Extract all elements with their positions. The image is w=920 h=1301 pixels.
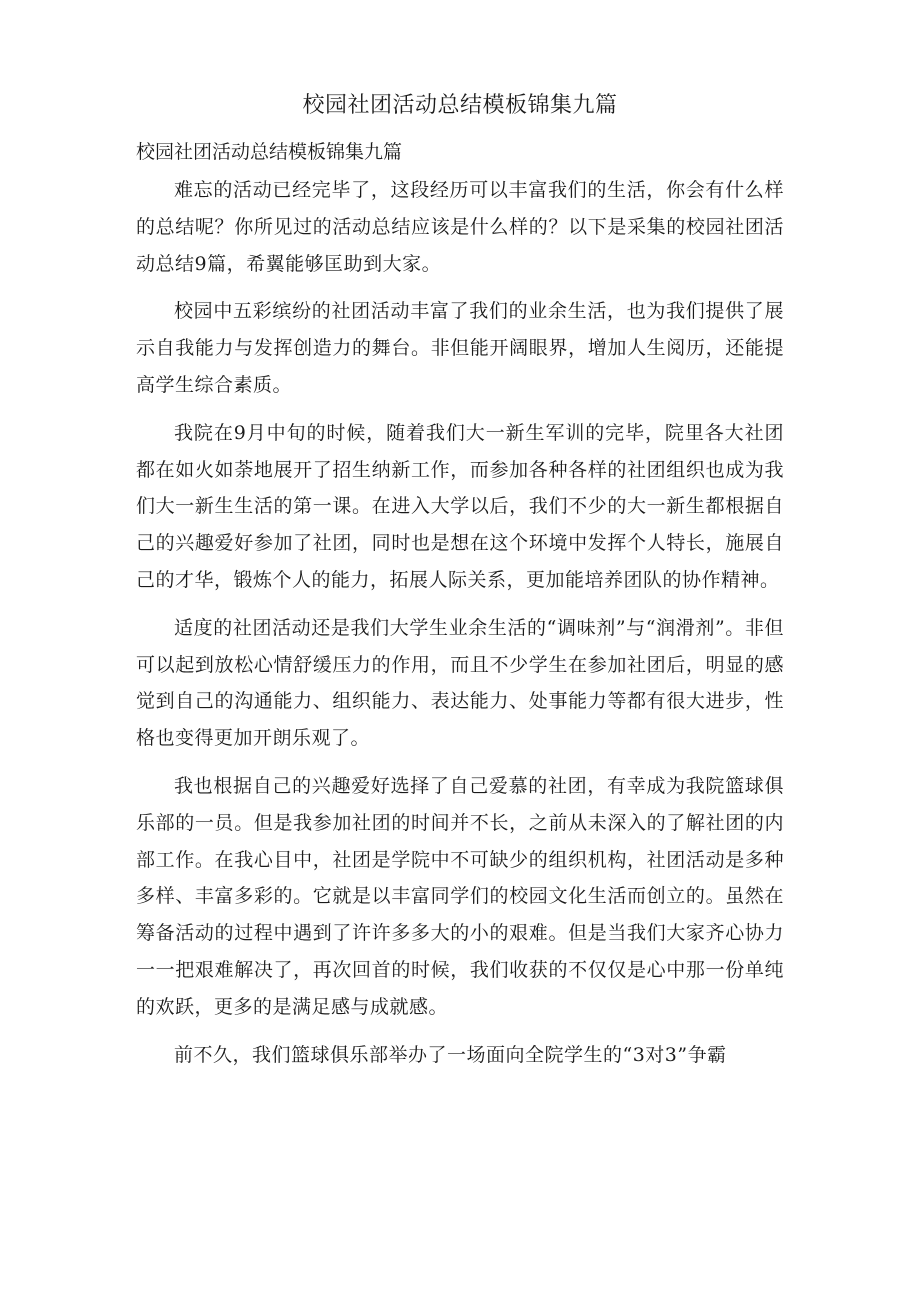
paragraph-club-activities: 校园中五彩缤纷的社团活动丰富了我们的业余生活，也为我们提供了展示自我能力与发挥创造力的舞台。非但能开阔眼界，增加人生阅历，还能提高学生综合素质。	[136, 300, 784, 396]
paragraph-intro: 难忘的活动已经完毕了，这段经历可以丰富我们的生活，你会有什么样的总结呢？你所见过的活动总结应该是什么样的？以下是采集的校园社团活动总结9篇，希翼能够匡助到大家。	[136, 179, 784, 275]
paragraph-benefits: 适度的社团活动还是我们大学生业余生活的“调味剂”与“润滑剂”。非但可以起到放松心情舒缓压力的作用，而且不少学生在参加社团后，明显的感觉到自己的沟通能力、组织能力、表达能力、处事能力等都有很大进步，性格也变得更加开朗乐观了。	[136, 616, 784, 750]
paragraph-competition: 前不久，我们篮球俱乐部举办了一场面向全院学生的“3对3”争霸	[174, 1043, 727, 1066]
document-subtitle: 校园社团活动总结模板锦集九篇	[136, 141, 403, 163]
document-body	[136, 172, 784, 1084]
paragraph-recruitment: 我院在9月中旬的时候，随着我们大一新生军训的完毕，院里各大社团都在如火如荼地展开了招生纳新工作，而参加各种各样的社团组织也成为我们大一新生生活的第一课。在进入大学以后，我们不少的大一新生都根据自己的兴趣爱好参加了社团，同时也是想在这个环境中发挥个人特长，施展自己的才华，锻炼个人的能力，拓展人际关系，更加能培养团队的协作精神。	[136, 421, 784, 591]
document-title: 校园社团活动总结模板锦集九篇	[302, 93, 618, 118]
paragraph-basketball-club: 我也根据自己的兴趣爱好选择了自己爱慕的社团，有幸成为我院篮球俱乐部的一员。但是我参加社团的时间并不长，之前从未深入的了解社团的内部工作。在我心目中，社团是学院中不可缺少的组织机构，社团活动是多种多样、丰富多彩的。它就是以丰富同学们的校园文化生活而创立的。虽然在筹备活动的过程中遇到了许许多多大的小的艰难。但是当我们大家齐心协力一一把艰难解决了，再次回首的时候，我们收获的不仅仅是心中那一份单纯的欢跃，更多的是满足感与成就感。	[136, 774, 784, 1018]
